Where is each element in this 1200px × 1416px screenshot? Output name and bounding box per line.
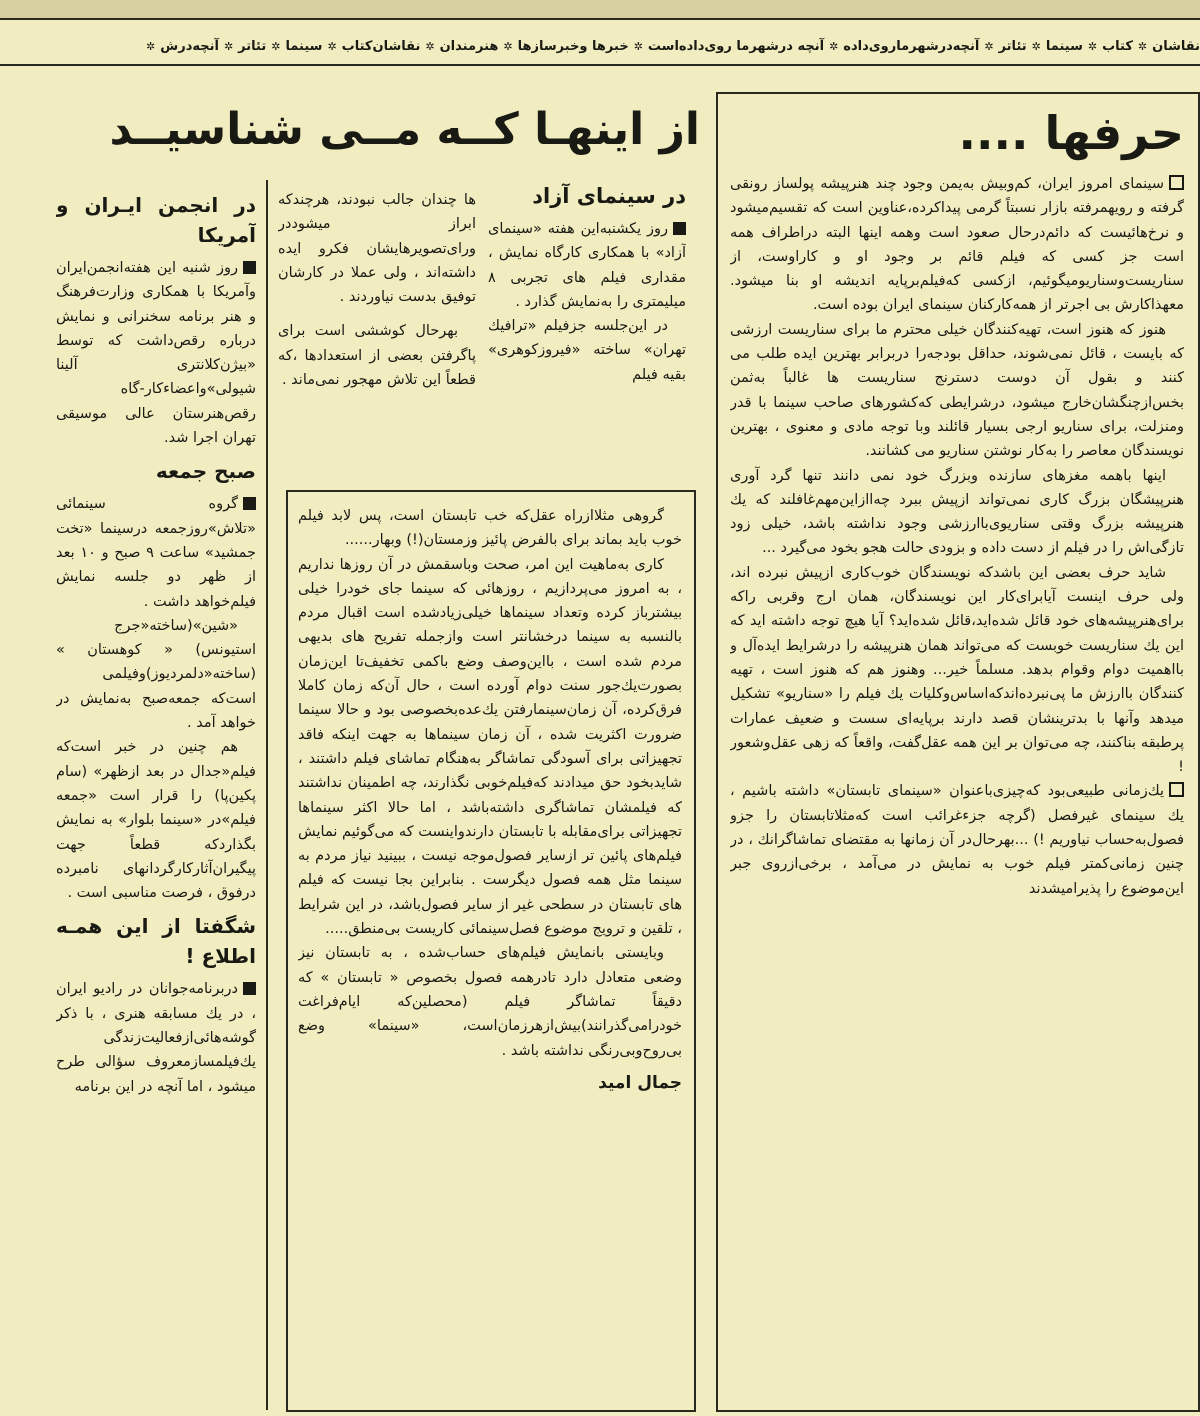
boxed-article-paragraph-2: کاری به‌ماهیت این امر، صحت وباسقمش در آن روزها نداریم ، به امروز می‌پردازیم ، روزهائی که سینما جای خودرا خیلی بیشترباز کرده وتعداد سینماها خیلی‌زیادشده است اقبال مردم بالنسبه به سینما درخشانتر است وازجمله تفریح های بدیهی مردم شده است ، بااین‌وصف وضع باکمی تخفیف‌تا این‌زمان بصورت‌یك‌جور سنت دوام آورده است ، حال آن‌که زمان کاملا فرق‌کرده، آن زمان‌سینمارفتن یك‌عده‌بخصوصی بود و حالا سینما ضرورت اکثریت شده ، آن زمان سینماها به جهت اینکه فاقد تجهیزاتی برای آسودگی تماشاگر به‌هنگام تماشای فیلم داشتند ، شایدبخود حق میدادند که‌فیلم‌خوبی نگذارند، چه اطمینان نداشتند که فیلمشان تماشاگری داشته‌باشد ، اما حالا اکثر سینماها تجهیزاتی برای‌مقابله با تابستان دارندواینست که می‌گوئیم نمایش فیلم‌های پائین تر ازسایر فصول‌موجه نیست ، ببینید نیاز مردم به سینما مثل همه فصول دیگرست . بنابراین بجا نیست که فیلم های تابستان در سطحی غیر از سایر فصول‌باشد، در این شرایط ، تلقین و ترویج موضوع فصل‌سینمائی کاریست بی‌منطق.....	[298, 556, 682, 938]
hollow-square-icon	[1169, 782, 1184, 797]
editorial-paragraph-4: شاید حرف بعضی این باشدکه نویسندگان خوب‌کاری ازپیش نبرده اند، ولی حرف اینست آیا‌برای‌کار این نویسندگان، همان ارج وقربی راکه برای‌هنرپیشه‌های خود قائل شده‌اید،قائل شده‌اید؟ آیا هیچ توجه داشته اید که این یك سناریست خوبست که می‌تواند همان هنرپیشه را درشرایط ایده‌آل و بااهمیت دوام وقوام بدهد. مسلماً خیر... وهنوز هم که هنوز است ، تهیه کنندگان باارزش ما پی‌نبرده‌اندکه‌اساس‌وکلیات یك فیلم را «سناریو» تشکیل میدهد وآنها با بدترینشان قصد دارند برپایه‌ای سست و ضعیف عمارات پرطبقه بناکنند، چه می‌توان بر این همه عقل‌گفت، واقعاً که زهی عقل‌وشعور !	[730, 564, 1184, 776]
friday-morning-paragraph-1: گروه سینمائی «تلاش»روزجمعه درسینما «تخت جمشید» ساعت ۹ صبح و ۱۰ بعد از ظهر دو جلسه نمایش فیلم‌خواهد داشت .	[56, 496, 256, 610]
gear-separator-icon: ✲	[829, 40, 839, 53]
boxed-article-paragraph-3: وبایستی بانمایش فیلم‌های حساب‌شده ، به تابستان نیز وضعی متعادل دارد تادرهمه فصول بخصوص « تابستان » که دقیقاً تماشاگر فیلم (محصلین‌که ایام‌فراغت خودرا‌می‌گذرانند)بیش‌ازهرزمان‌است، «سینما» وضع بی‌روح‌وبی‌رنگی نداشته باشد .	[298, 945, 682, 1059]
azad-cinema-heading: در سینمای آزاد	[532, 184, 686, 208]
azad-cinema-column	[488, 178, 686, 478]
nav-item[interactable]: سینما	[285, 39, 323, 54]
nav-item[interactable]: نقاشان‌کتاب	[341, 39, 421, 54]
editorial-paragraph-2: هنوز که هنوز است، تهیه‌کنندگان خیلی محترم ما برای سناریست ارزشی که بایست ، قائل نمی‌شوند، حداقل بودجه‌را دربرابر بهترین ایده طلب می کنند و بقول آن دوست دسترنج سناریست ها غالباً به‌ثمن بخس‌ازچنگشان‌خارج میشود، درشرایطی که‌کشورهای صاحب سینما با قدر ومنزلت، برای سناریو ارجی بسیار قائلند وبا توجه مادی و معنوی ، بهترین نویسندگان معاصر را به‌کار نوشتن سناریو می کشانند.	[730, 321, 1184, 460]
gear-separator-icon: ✲	[146, 40, 156, 53]
middle-top-paragraph-1: ها چندان جالب نبودند، هرچندکه ابراز میشوددر ورای‌تصویرهایشان فکرو ایده داشته‌اند ، ولی عملا در کارشان توفیق بدست نیاوردند .	[278, 192, 476, 306]
editorial-paragraph-1: سینمای امروز ایران، کم‌وبیش به‌یمن وجود چند هنرپیشه پولساز رونقی گرفته و رویهمرفته بازار نسبتاً گرمی پیداکرده،عناوین است که تقسیم‌میشود و نرخ‌هائیست که دائم‌درحال صعود است وهمه اینها البته دراطراف همه است جز کسی که فیلم قائم بر وجود او و کاراوست، از سناریست‌وسناریو‌میگوئیم، ازکسی که‌فیلم‌بر‌پایه اندیشه او بنا میشود. معهذاکارش بی اجرتر از همه‌کارکنان سینمای ایران بوده است.	[730, 176, 1184, 314]
editorial-paragraph-3: اینها باهمه مغزهای سازنده وبزرگ خود نمی دانند تنها گرد آوری هنرپیشگان بزرگ کاری نمی‌تواند ازپیش ببرد چه‌اازاین‌مهم‌غافلند که یك هنرپیشه بزرگ وقتی سناریوی‌باارزشی وجود نداشته باشد، خیلی زود تازگی‌اش را در فیلم از دست داده و بزودی حالت هجو بخود می‌گیرد ...	[730, 467, 1184, 557]
gear-separator-icon: ✲	[1137, 40, 1148, 53]
middle-top-paragraph-2: بهرحال کوششی است برای پاگرفتن بعضی از استعدادها ،که قطعاً این تلاش مهجور نمی‌ماند .	[278, 323, 476, 389]
editorial-column	[730, 100, 1184, 1400]
editorial-title: حرفها ....	[958, 106, 1184, 160]
editorial-paragraph-5: یك‌زمانی طبیعی‌بود که‌چیزی‌باعنوان «سینمای تابستان» داشته باشیم ، یك سینمای غیرفصل (گرچه جزءغرائب است که‌مثلاتابستان را جزو فصول‌به‌حساب نیاوریم !) ...بهرحال‌در آن زمانها به مقتضای تماشاگرانك ، در چنین زمانی‌کمتر فیلم خوب به نمایش در می‌آمد ، برخی‌ازروی جبر این‌موضوع را پذیرامیشدند	[730, 783, 1184, 897]
friday-morning-heading: صبح جمعه	[155, 459, 256, 484]
filled-square-icon	[243, 497, 256, 510]
filled-square-icon	[243, 982, 256, 995]
azad-cinema-paragraph-1: روز یکشنبه‌این هفته «سینمای آزاد» با همکاری کارگاه نمایش ، مقداری فیلم های تجربی ۸ میلیمتری را به‌نمایش گذارد .	[488, 221, 686, 310]
amazement-heading: شگفتا از این همـه اطلاع !	[56, 914, 256, 969]
gear-separator-icon: ✲	[1087, 40, 1098, 53]
gear-separator-icon: ✲	[984, 40, 994, 53]
nav-item[interactable]: آنچه‌درش	[160, 39, 219, 54]
gear-separator-icon: ✲	[271, 40, 281, 53]
nav-item[interactable]: آنچه درشهرما روی‌داده‌است	[647, 39, 825, 54]
gear-separator-icon: ✲	[327, 40, 337, 53]
gear-separator-icon: ✲	[425, 40, 435, 53]
nav-item[interactable]: تئاتر	[238, 39, 267, 54]
filled-square-icon	[243, 261, 256, 274]
section-nav-bar	[0, 30, 1200, 66]
left-column	[56, 184, 256, 1410]
gear-separator-icon: ✲	[223, 40, 234, 53]
azad-cinema-paragraph-2: در این‌جلسه جزفیلم «ترافیك تهران» ساخته «فیروزکوهری» بقیه فیلم	[488, 318, 686, 383]
middle-top-column	[278, 188, 476, 478]
gear-separator-icon: ✲	[503, 40, 513, 53]
top-edge-strip	[0, 0, 1200, 20]
column-divider	[266, 180, 268, 1410]
filled-square-icon	[673, 222, 686, 235]
gear-separator-icon: ✲	[1031, 40, 1041, 53]
friday-morning-paragraph-2: «شین»(ساخته«جرج استیونس) « کوهستان » (ساخته«دلمر‌دیوز)وفیلمی است‌که جمعه‌صبح به‌نمایش در خواهد آمد .	[56, 617, 256, 732]
nav-item[interactable]: تئاتر	[998, 39, 1027, 54]
iran-america-heading: در انجمن ایـران و آمریکا	[56, 193, 256, 247]
boxed-article	[298, 504, 682, 1402]
iran-america-paragraph: روز شنبه این هفته‌انجمن‌ایران وآمریکا با همکاری وزارت‌فرهنگ و هنر برنامه سخنرانی و نمایش درباره رقص‌داشت که توسط «بیژن‌کلانتری آلینا شیولی»واعضاءکار-گاه رقص‌هنرستان عالی موسیقی تهران اجرا شد.	[56, 260, 256, 447]
gear-separator-icon: ✲	[633, 40, 643, 53]
author-signature: جمال امید	[598, 1072, 682, 1093]
nav-item[interactable]: کتاب	[1102, 39, 1133, 54]
friday-morning-paragraph-3: هم چنین در خبر است‌که فیلم«جدال در بعد ازظهر» (سام پکین‌پا) را قرار است «جمعه فیلم»در «سینما بلوار» به نمایش بگذاردکه قطعاً جهت پیگیران‌آثارکارگردانهای نامبرده درفوق ، فرصت مناسبی است .	[56, 739, 256, 902]
nav-item[interactable]: هنرمندان	[439, 39, 499, 54]
boxed-article-paragraph-1: گروهی مثلاازراه عقل‌که خب تابستان است، پس لابد فیلم خوب باید بماند برای بالفرض پائیز وزمستان(!) وبهار......	[298, 508, 682, 549]
nav-item[interactable]: خبرها وخبرسازها	[517, 39, 629, 54]
nav-item[interactable]: نقاشان	[1152, 39, 1200, 54]
nav-item[interactable]: سینما	[1045, 39, 1083, 54]
amazement-paragraph: دربرنامه‌جوانان در رادیو ایران ، در یك مسابقه هنری ، با ذکر گوشه‌هائی‌ازفعالیت‌زندگی یك‌فیلمسازمعروف سؤالی طرح میشود ، اما آنچه در این برنامه	[56, 981, 256, 1095]
hollow-square-icon	[1169, 175, 1184, 190]
nav-item[interactable]: آنچه‌درشهرماروی‌داده	[843, 39, 980, 54]
banner-title: از اینهـا کــه مــی شناسیــد	[109, 104, 700, 155]
